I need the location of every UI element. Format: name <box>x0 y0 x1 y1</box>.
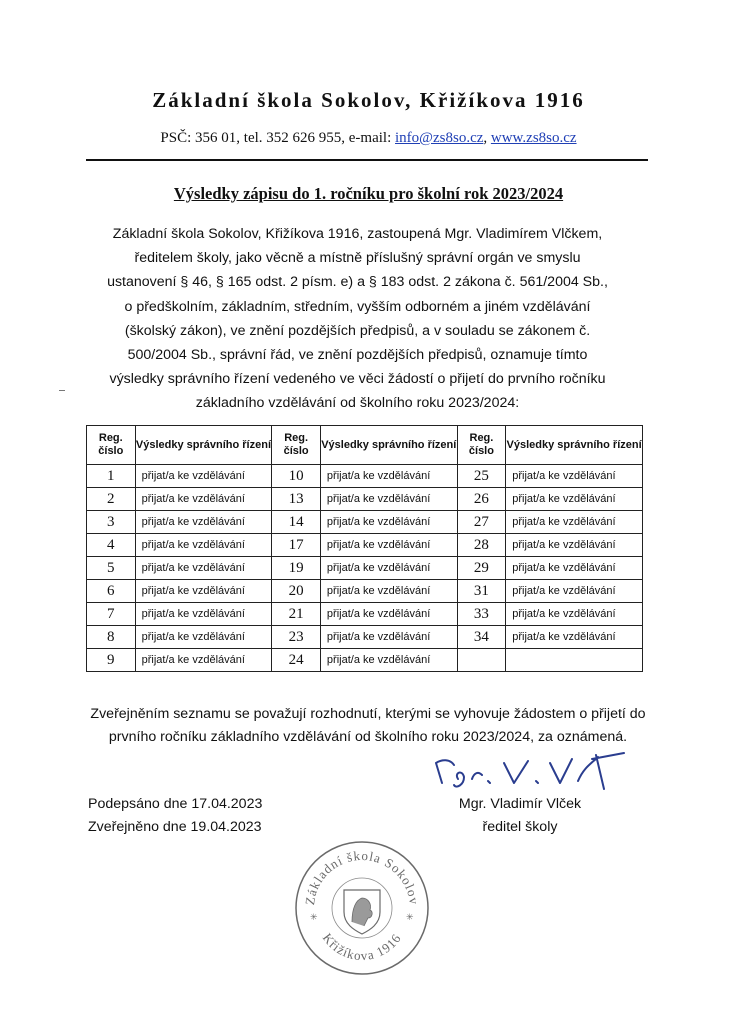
result-cell: přijat/a ke vzdělávání <box>135 626 272 649</box>
signatory-role: ředitel školy <box>482 819 558 835</box>
result-cell: přijat/a ke vzdělávání <box>320 603 457 626</box>
result-cell: přijat/a ke vzdělávání <box>506 580 643 603</box>
handwritten-signature <box>428 745 628 795</box>
reg-number-cell: 9 <box>87 649 136 672</box>
reg-number-cell: 7 <box>87 603 136 626</box>
result-cell: přijat/a ke vzdělávání <box>135 580 272 603</box>
table-row <box>87 557 643 580</box>
reg-number-cell: 23 <box>272 626 321 649</box>
result-cell: přijat/a ke vzdělávání <box>320 626 457 649</box>
intro-paragraph: Základní škola Sokolov, Křižíkova 1916, zastoupená Mgr. Vladimírem Vlčkem, ředitelem školy, jako věcně a místně příslušný správní orgán ve smyslu ustanovení § 46, § 165 odst. 2 písm. e) a § 183 odst. 2 zákona č. 561/2004 Sb., o předškolním, základním, středním, vyšším odborném a jiném vzdělávání (školský zákon), ve znění pozdějších předpisů, a v souladu se zákonem č. 500/2004 Sb., správní řád, ve znění pozdějších předpisů, oznamuje tímto výsledky správního řízení vedeného ve věci žádostí o přijetí do prvního ročníku základního vzdělávání od školního roku 2023/2024: <box>107 226 608 412</box>
result-cell: přijat/a ke vzdělávání <box>506 626 643 649</box>
reg-number-cell: 5 <box>87 557 136 580</box>
coat-of-arms-icon <box>344 890 380 934</box>
reg-number-cell: 27 <box>457 511 506 534</box>
reg-number-cell: 2 <box>87 488 136 511</box>
stamp-top-text: Základní škola Sokolov <box>301 847 422 906</box>
document-title: Výsledky zápisu do 1. ročníku pro školní rok 2023/2024 <box>173 184 564 203</box>
reg-number-cell: 24 <box>272 649 321 672</box>
col-header-result: Výsledky správního řízení <box>320 426 457 465</box>
contact-separator: , <box>483 130 491 146</box>
table-row <box>87 649 643 672</box>
result-cell: přijat/a ke vzdělávání <box>320 557 457 580</box>
result-cell: přijat/a ke vzdělávání <box>506 557 643 580</box>
reg-number-cell: 3 <box>87 511 136 534</box>
table-header-row <box>87 426 643 465</box>
website-link[interactable]: www.zs8so.cz <box>490 130 577 146</box>
reg-number-cell: 29 <box>457 557 506 580</box>
star-icon: ✳ <box>406 912 414 922</box>
reg-number-cell: 20 <box>272 580 321 603</box>
result-cell: přijat/a ke vzdělávání <box>506 511 643 534</box>
result-cell: přijat/a ke vzdělávání <box>320 649 457 672</box>
col-header-reg: Reg. číslo <box>457 426 506 465</box>
signed-date: Podepsáno dne 17.04.2023 <box>88 796 263 812</box>
reg-number-cell: 19 <box>272 557 321 580</box>
signatory-block <box>430 793 610 839</box>
email-link[interactable]: info@zs8so.cz <box>395 130 484 146</box>
signatory-name: Mgr. Vladimír Vlček <box>458 796 582 812</box>
results-table <box>86 425 643 672</box>
reg-number-cell <box>457 649 506 672</box>
dates-block <box>88 793 262 839</box>
result-cell: přijat/a ke vzdělávání <box>506 465 643 488</box>
table-row <box>87 626 643 649</box>
col-header-result: Výsledky správního řízení <box>506 426 643 465</box>
result-cell: přijat/a ke vzdělávání <box>320 580 457 603</box>
reg-number-cell: 13 <box>272 488 321 511</box>
result-cell: přijat/a ke vzdělávání <box>135 488 272 511</box>
svg-text:Křižíkova 1916 <box>320 930 404 963</box>
result-cell: přijat/a ke vzdělávání <box>135 511 272 534</box>
result-cell: přijat/a ke vzdělávání <box>320 488 457 511</box>
school-name: Základní škola Sokolov, Křižíkova 1916 <box>152 88 585 112</box>
reg-number-cell: 21 <box>272 603 321 626</box>
reg-number-cell: 25 <box>457 465 506 488</box>
col-header-reg: Reg. číslo <box>272 426 321 465</box>
table-row <box>87 580 643 603</box>
table-row <box>87 534 643 557</box>
school-stamp <box>292 838 432 978</box>
result-cell: přijat/a ke vzdělávání <box>320 534 457 557</box>
table-body <box>87 465 643 672</box>
result-cell: přijat/a ke vzdělávání <box>506 603 643 626</box>
result-cell: přijat/a ke vzdělávání <box>135 534 272 557</box>
result-cell: přijat/a ke vzdělávání <box>320 465 457 488</box>
contact-prefix: PSČ: 356 01, tel. 352 626 955, e-mail: <box>160 130 396 146</box>
result-cell: přijat/a ke vzdělávání <box>135 603 272 626</box>
reg-number-cell: 31 <box>457 580 506 603</box>
table-row <box>87 465 643 488</box>
result-cell: přijat/a ke vzdělávání <box>135 557 272 580</box>
table-row <box>87 603 643 626</box>
table-row <box>87 488 643 511</box>
reg-number-cell: 33 <box>457 603 506 626</box>
table-row <box>87 511 643 534</box>
reg-number-cell: 28 <box>457 534 506 557</box>
published-date: Zveřejněno dne 19.04.2023 <box>88 819 262 835</box>
reg-number-cell: 17 <box>272 534 321 557</box>
result-cell: přijat/a ke vzdělávání <box>506 488 643 511</box>
reg-number-cell: 14 <box>272 511 321 534</box>
header-divider <box>86 159 648 161</box>
reg-number-cell: 34 <box>457 626 506 649</box>
reg-number-cell: 1 <box>87 465 136 488</box>
result-cell: přijat/a ke vzdělávání <box>320 511 457 534</box>
reg-number-cell: 10 <box>272 465 321 488</box>
reg-number-cell: 4 <box>87 534 136 557</box>
contact-line <box>0 130 737 147</box>
star-icon: ✳ <box>310 912 318 922</box>
result-cell <box>506 649 643 672</box>
stamp-bottom-text: Křižíkova 1916 <box>319 930 405 964</box>
scan-mark <box>59 390 65 391</box>
col-header-reg: Reg. číslo <box>87 426 136 465</box>
closing-paragraph: Zveřejněním seznamu se považují rozhodnutí, kterými se vyhovuje žádostem o přijetí do prvního ročníku základního vzdělávání od školního roku 2023/2024, za oznámená. <box>90 706 646 745</box>
reg-number-cell: 26 <box>457 488 506 511</box>
reg-number-cell: 8 <box>87 626 136 649</box>
result-cell: přijat/a ke vzdělávání <box>506 534 643 557</box>
col-header-result: Výsledky správního řízení <box>135 426 272 465</box>
result-cell: přijat/a ke vzdělávání <box>135 465 272 488</box>
reg-number-cell: 6 <box>87 580 136 603</box>
result-cell: přijat/a ke vzdělávání <box>135 649 272 672</box>
